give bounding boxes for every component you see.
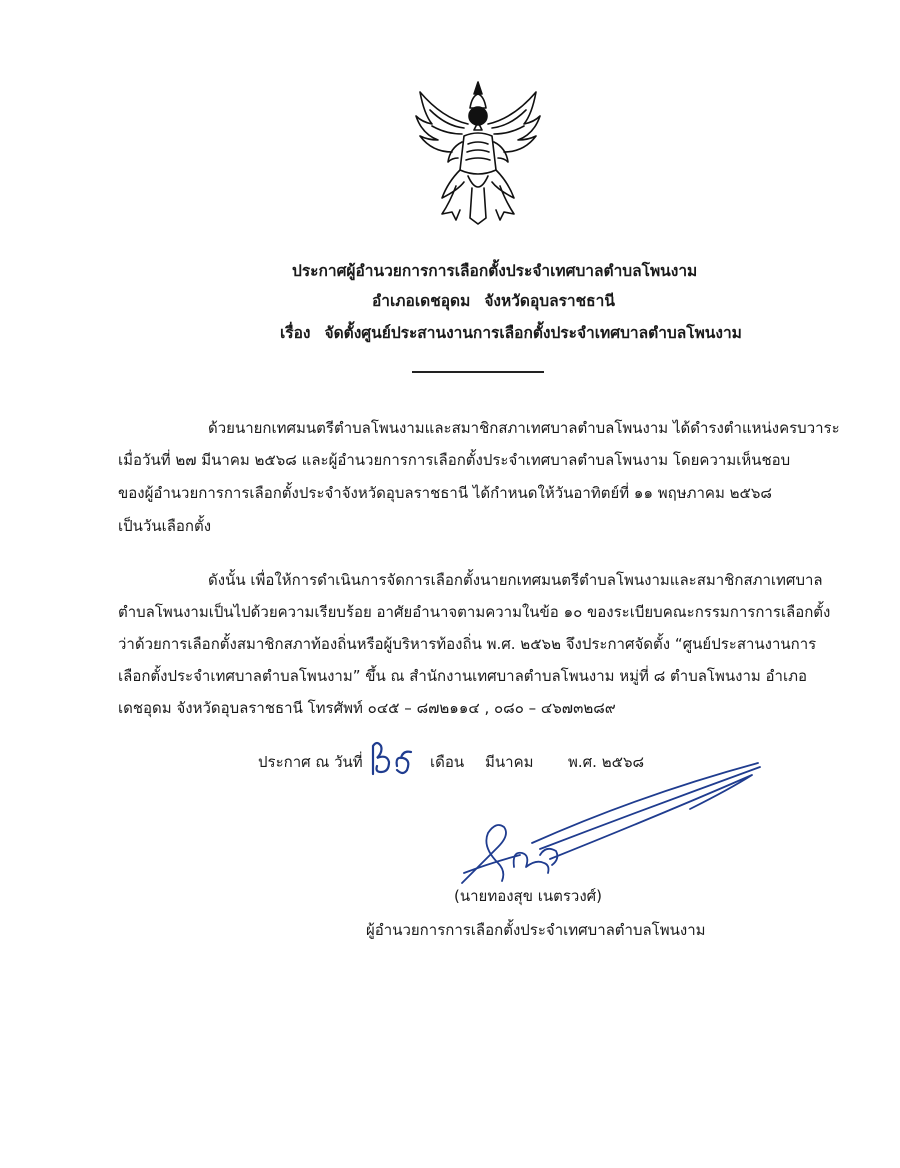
handwritten-day (367, 738, 417, 778)
subject-text: จัดตั้งศูนย์ประสานงานการเลือกตั้งประจำเทศบาลตำบลโพนงาม (324, 324, 742, 342)
province: จังหวัดอุบลราชธานี (484, 292, 615, 310)
garuda-emblem-icon (412, 78, 544, 228)
para2-line1: ดังนั้น เพื่อให้การดำเนินการจัดการเลือกตั้งนายกเทศมนตรีตำบลโพนงามและสมาชิกสภาเทศบาล (208, 571, 823, 589)
signature-icon (440, 755, 800, 890)
para2-line2: ตำบลโพนงามเป็นไปด้วยความเรียบร้อย อาศัยอำนาจตามความในข้อ ๑๐ ของระเบียบคณะกรรมการการเลือกตั้ง (118, 603, 831, 621)
header-subject (280, 320, 742, 345)
para2-line4: เลือกตั้งประจำเทศบาลตำบลโพนงาม” ขึ้น ณ สำนักงานเทศบาลตำบลโพนงาม หมู่ที่ ๘ ตำบลโพนงาม อำเภอ (118, 667, 807, 685)
month: มีนาคม (485, 753, 534, 771)
signatory-position: ผู้อำนวยการการเลือกตั้งประจำเทศบาลตำบลโพนงาม (366, 921, 706, 939)
district: อำเภอเดชอุดม (372, 292, 471, 310)
para1-line2: เมื่อวันที่ ๒๗ มีนาคม ๒๕๖๘ และผู้อำนวยการการเลือกตั้งประจำเทศบาลตำบลโพนงาม โดยความเห็นชอบ (118, 451, 791, 469)
header-title: ประกาศผู้อำนวยการการเลือกตั้งประจำเทศบาลตำบลโพนงาม (292, 262, 698, 280)
month-label: เดือน (430, 753, 465, 771)
para2-line5: เดชอุดม จังหวัดอุบลราชธานี โทรศัพท์ ๐๔๕ – ๘๗๒๑๑๔ , ๐๘๐ – ๔๖๗๓๒๘๙ (118, 699, 616, 717)
para1-line3: ของผู้อำนวยการการเลือกตั้งประจำจังหวัดอุบลราชธานี ได้กำหนดให้วันอาทิตย์ที่ ๑๑ พฤษภาคม ๒๕๖๘ (118, 484, 772, 502)
subject-label: เรื่อง (280, 324, 311, 342)
header-location (372, 288, 615, 313)
date-prefix: ประกาศ ณ วันที่ (258, 753, 363, 771)
year: พ.ศ. ๒๕๖๘ (568, 753, 645, 771)
header-divider (412, 371, 544, 373)
para2-line3: ว่าด้วยการเลือกตั้งสมาชิกสภาท้องถิ่นหรือผู้บริหารท้องถิ่น พ.ศ. ๒๕๖๒ จึงประกาศจัดตั้ง “ศูนย์ประสานงานการ (118, 635, 817, 653)
para1-line4: เป็นวันเลือกตั้ง (118, 517, 212, 535)
signatory-name: (นายทองสุข เนตรวงศ์) (454, 887, 603, 905)
para1-line1: ด้วยนายกเทศมนตรีตำบลโพนงามและสมาชิกสภาเทศบาลตำบลโพนงาม ได้ดำรงตำแหน่งครบวาระ (208, 419, 840, 437)
